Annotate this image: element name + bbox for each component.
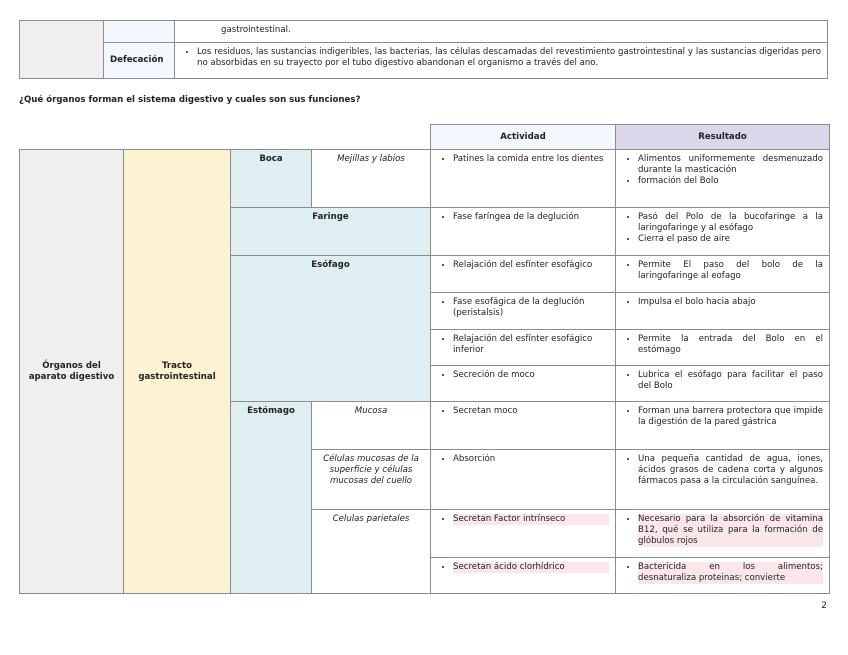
estomago-actividad	[431, 402, 616, 450]
esofago-resultado	[616, 256, 830, 293]
system-cell	[20, 150, 124, 594]
top-table	[19, 20, 828, 79]
estomago-resultado	[616, 450, 830, 510]
faringe-resultado	[616, 208, 830, 256]
esofago-actividad	[431, 330, 616, 366]
section-question: ¿Qué órganos forman el sistema digestivo y cuales son sus funciones?	[19, 95, 361, 105]
boca-resultado-item: • formación del Bolo	[638, 176, 823, 187]
tract-cell	[124, 150, 231, 594]
organ-esofago: Esófago	[231, 256, 431, 402]
defecacion-text	[175, 43, 828, 79]
system-label: Órganos del aparato digestivo	[28, 360, 115, 382]
estomago-resultado-item: • Necesario para la absorción de vitamina B12, qué se utiliza para la formación de glóbulos rojos	[638, 514, 823, 547]
top-label-empty	[104, 21, 175, 43]
boca-part: Mejillas y labios	[312, 150, 431, 208]
page-number: 2	[821, 601, 827, 611]
defecacion-label: Defecación	[104, 43, 175, 79]
esofago-resultado	[616, 293, 830, 330]
boca-actividad-item: • Patines la comida entre los dientes	[453, 154, 609, 165]
organ-faringe: Faringe	[231, 208, 431, 256]
top-row1-text: gastrointestinal.	[175, 21, 828, 43]
estomago-actividad-item: • Secretan ácido clorhídrico	[453, 562, 609, 573]
esofago-actividad	[431, 366, 616, 402]
esofago-actividad-item: • Secreción de moco	[453, 370, 609, 381]
faringe-resultado-item: • Pasó del Polo de la bucofaringe a la laringofaringe y al esófago	[638, 212, 823, 234]
faringe-actividad-item: • Fase faríngea de la deglución	[453, 212, 609, 223]
digestive-table	[19, 124, 830, 594]
boca-resultado-item: • Alimentos uniformemente desmenuzado durante la masticación	[638, 154, 823, 176]
estomago-actividad	[431, 510, 616, 558]
estomago-actividad-item: • Secretan moco	[453, 406, 609, 417]
estomago-actividad	[431, 450, 616, 510]
estomago-part: Células mucosas de la superficie y células mucosas del cuello	[312, 450, 431, 510]
estomago-resultado	[616, 402, 830, 450]
tract-label: Tracto gastrointestinal	[138, 360, 216, 382]
estomago-actividad	[431, 558, 616, 594]
estomago-resultado-item: • Bactericida en los alimentos; desnaturaliza proteinas; convierte	[638, 562, 823, 584]
esofago-resultado-item: • Permite El paso del bolo de la laringofaringe al eofago	[638, 260, 823, 282]
estomago-actividad-item: • Absorción	[453, 454, 609, 465]
esofago-actividad	[431, 293, 616, 330]
header-resultado: Resultado	[616, 125, 830, 150]
esofago-resultado-item: • Lubrica el esófago para facilitar el paso del Bolo	[638, 370, 823, 392]
estomago-part: Celulas parietales	[312, 510, 431, 594]
organ-estomago: Estómago	[231, 402, 312, 594]
esofago-actividad	[431, 256, 616, 293]
esofago-actividad-item: • Relajación del esfínter esofágico	[453, 260, 609, 271]
boca-resultado	[616, 150, 830, 208]
esofago-resultado-item: • Impulsa el bolo hacia abajo	[638, 297, 823, 308]
faringe-resultado-item: • Cierra el paso de aire	[638, 234, 823, 245]
esofago-actividad-item: • Relajación del esfínter esofágico inferior	[453, 334, 609, 356]
esofago-actividad-item: • Fase esofágica de la deglución (peristalsis)	[453, 297, 609, 319]
estomago-resultado	[616, 510, 830, 558]
estomago-resultado	[616, 558, 830, 594]
estomago-resultado-item: • Una pequeña cantidad de agua, iones, ácidos grasos de cadena corta y algunos fármacos pasa a la circulación sanguínea.	[638, 454, 823, 487]
estomago-part: Mucosa	[312, 402, 431, 450]
organ-boca: Boca	[231, 150, 312, 208]
esofago-resultado	[616, 366, 830, 402]
estomago-resultado-item: • Forman una barrera protectora que impide la digestión de la pared gástrica	[638, 406, 823, 428]
header-blank	[20, 125, 431, 150]
estomago-actividad-item: • Secretan Factor intrínseco	[453, 514, 609, 525]
header-actividad: Actividad	[431, 125, 616, 150]
esofago-resultado-item: • Permite la entrada del Bolo en el estómago	[638, 334, 823, 356]
boca-actividad	[431, 150, 616, 208]
esofago-resultado	[616, 330, 830, 366]
faringe-actividad	[431, 208, 616, 256]
defecacion-item: • Los residuos, las sustancias indigeribles, las bacterias, las células descamadas del revestimiento gastrointestinal y las sustancias digeridas pero no absorbidas en su trayecto por el tubo digestivo abandonan el organismo a través del ano.	[197, 47, 821, 69]
top-left-cell	[20, 21, 104, 79]
